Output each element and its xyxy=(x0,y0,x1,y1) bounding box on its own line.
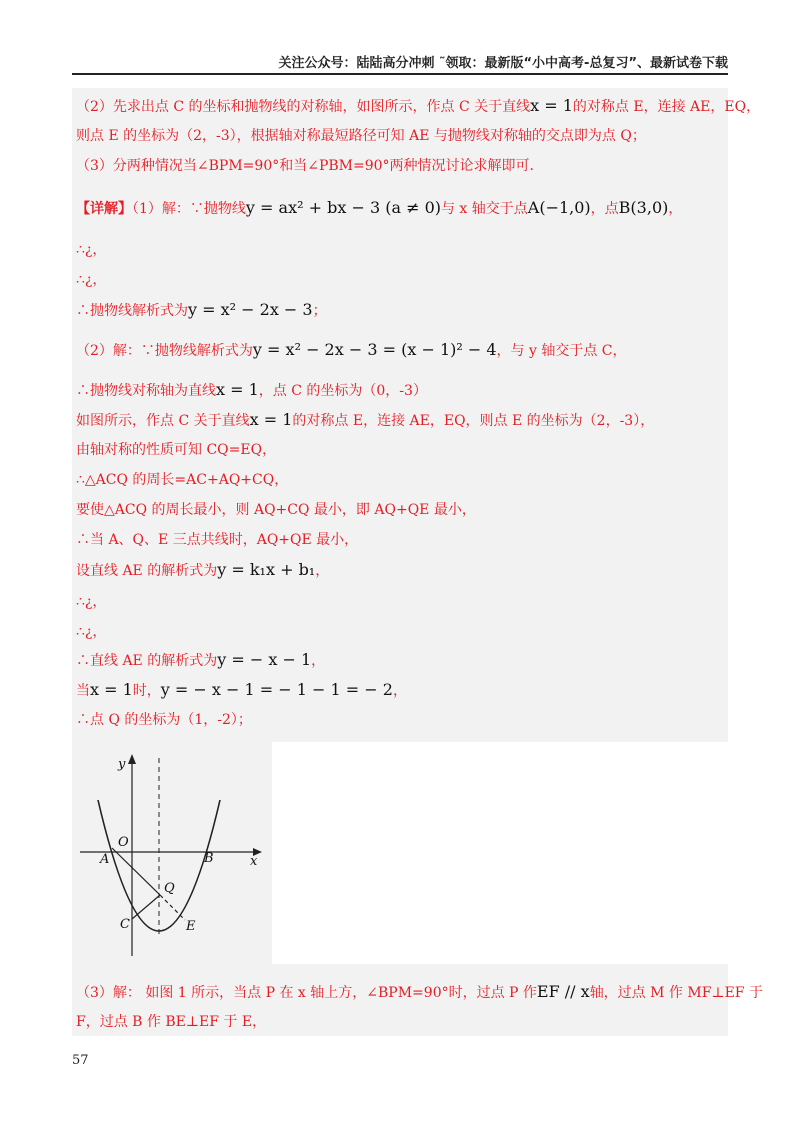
segment-qe xyxy=(160,895,185,920)
segment-aq xyxy=(112,848,160,895)
solution-line-20: ∴点 Q 的坐标为（1，-2）； xyxy=(76,712,252,728)
solution-line-5: ∴¿， xyxy=(76,242,107,258)
part3-line-1: （3）解： 如图 1 所示，当点 P 在 x 轴上方，∠BPM=90°时，过点 P 作EF // x轴，过点 M 作 MF⊥EF 于 xyxy=(76,982,763,1001)
point-b-label: B xyxy=(204,851,214,866)
part3-line-2: F，过点 B 作 BE⊥EF 于 E， xyxy=(76,1014,267,1030)
point-e-label: E xyxy=(186,919,196,934)
solution-line-16: ∴¿， xyxy=(76,594,107,610)
solution-line-12: ∴△ACQ 的周长=AC+AQ+CQ， xyxy=(76,472,289,488)
origin-label: O xyxy=(118,835,129,850)
analysis-line-3: （3）分两种情况当∠BPM=90°和当∠PBM=90°两种情况讨论求解即可． xyxy=(76,158,544,174)
solution-line-19: 当x = 1时，y = − x − 1 = − 1 − 1 = − 2， xyxy=(76,680,407,699)
solution-line-9: ∴抛物线对称轴为直线x = 1，点 C 的坐标为（0，-3） xyxy=(76,380,427,399)
solution-line-13: 要使△ACQ 的周长最小，则 AQ+CQ 最小，即 AQ+QE 最小， xyxy=(76,502,476,518)
y-axis-label: y xyxy=(118,757,126,772)
header-divider xyxy=(72,73,728,75)
page-number: 57 xyxy=(72,1053,89,1068)
parabola-figure xyxy=(72,742,272,964)
solution-line-10: 如图所示，作点 C 关于直线x = 1的对称点 E，连接 AE，EQ，则点 E 的坐标为（2，-3）， xyxy=(76,410,655,429)
solution-line-14: ∴当 A、Q、E 三点共线时，AQ+QE 最小， xyxy=(76,532,359,548)
solution-line-7: ∴抛物线解析式为y = x² − 2x − 3； xyxy=(76,300,327,319)
point-c-label: C xyxy=(120,917,130,932)
solution-line-18: ∴直线 AE 的解析式为y = − x − 1， xyxy=(76,650,326,669)
analysis-line-1: （2）先求出点 C 的坐标和抛物线的对称轴，如图所示，作点 C 关于直线x = 1的对称点 E，连接 AE，EQ， xyxy=(76,96,761,115)
solution-tag: 【详解】 xyxy=(76,201,132,217)
x-axis-label: x xyxy=(250,854,258,869)
solution-line-15: 设直线 AE 的解析式为y = k₁x + b₁， xyxy=(76,560,330,579)
analysis-line-2: 则点 E 的坐标为（2，-3），根据轴对称最短路径可知 AE 与抛物线对称轴的交点即为点 Q； xyxy=(76,128,646,144)
solution-line-6: ∴¿， xyxy=(76,272,107,288)
solution-heading-line: 【详解】（1）解：∵抛物线y = ax² + bx − 3 (a ≠ 0)与 x 轴交于点A(−1,0)，点B(3,0)， xyxy=(76,198,683,217)
solution-line-8: （2）解：∵抛物线解析式为y = x² − 2x − 3 = (x − 1)² − 4，与 y 轴交于点 C， xyxy=(76,340,627,359)
y-axis-arrow-icon xyxy=(128,754,136,764)
page-header: 关注公众号：陆陆高分冲刺 ˜领取：最新版“小中高考-总复习”、最新试卷下载 xyxy=(278,56,728,71)
segment-cq xyxy=(132,895,160,919)
point-a-label: A xyxy=(100,852,110,867)
solution-line-17: ∴¿， xyxy=(76,624,107,640)
solution-line-11: 由轴对称的性质可知 CQ=EQ， xyxy=(76,442,277,458)
parabola-diagram xyxy=(72,742,272,964)
point-q-label: Q xyxy=(164,881,175,896)
